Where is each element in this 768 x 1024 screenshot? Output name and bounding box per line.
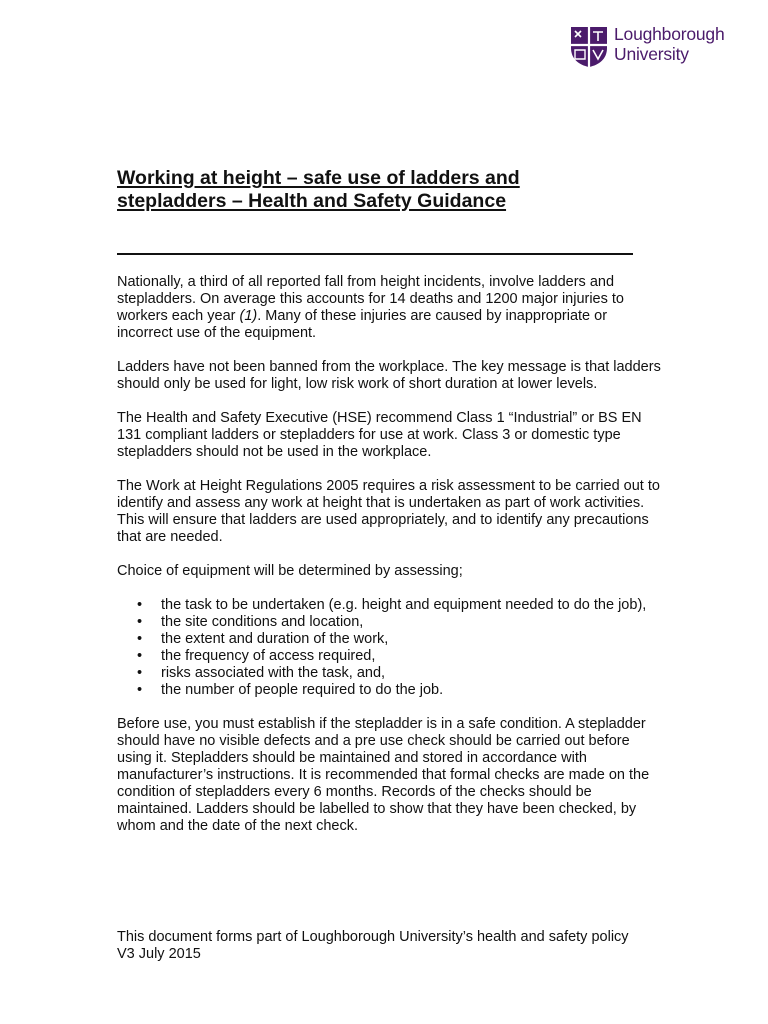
title-divider	[117, 253, 633, 255]
paragraph-choice-intro: Choice of equipment will be determined by assessing;	[117, 563, 463, 579]
paragraph-regulations: The Work at Height Regulations 2005 requires a risk assessment to be carried out to identify and assess any work at height that is undertaken as part of work activities. This will ensure that ladders are used appropriately, and to identify any precautions that are needed.	[117, 478, 660, 545]
university-name	[614, 24, 725, 64]
footer-policy-note: This document forms part of Loughborough University’s health and safety policy	[117, 929, 629, 945]
list-item	[117, 665, 662, 682]
document-title	[117, 167, 677, 213]
list-item	[117, 682, 662, 699]
list-item-text: the extent and duration of the work,	[161, 631, 389, 647]
logo-line-1: Loughborough	[614, 24, 725, 44]
bullet-icon: •	[137, 614, 143, 630]
list-item	[117, 597, 662, 614]
list-item-text: the frequency of access required,	[161, 648, 376, 664]
paragraph-pre-use-checks: Before use, you must establish if the stepladder is in a safe condition. A stepladder should have no visible defects and a pre use check should be carried out before using it. Stepladders should be maintained and stored in accordance with manufacturer’s instructions. It is recommended that formal checks are made on the condition of stepladders every 6 months. Records of the checks should be maintained. Ladders should be labelled to show that they have been checked, by whom and the date of the next check.	[117, 716, 650, 834]
reference-marker: (1)	[239, 308, 258, 324]
bullet-icon: •	[137, 648, 143, 664]
list-item-text: the number of people required to do the job.	[161, 682, 444, 698]
bullet-icon: •	[137, 597, 143, 613]
list-item	[117, 648, 662, 665]
title-line-1: Working at height – safe use of ladders and	[117, 167, 520, 189]
document-footer	[117, 929, 637, 963]
list-item-text: risks associated with the task, and,	[161, 665, 386, 681]
list-item-text: the task to be undertaken (e.g. height and equipment needed to do the job),	[161, 597, 647, 613]
list-item	[117, 631, 662, 648]
bullet-icon: •	[137, 682, 143, 698]
paragraph-hse-recommendation: The Health and Safety Executive (HSE) recommend Class 1 “Industrial” or BS EN 131 compliant ladders or stepladders for use at work. Class 3 or domestic type stepladders should not be used in the workplace.	[117, 410, 642, 460]
list-item	[117, 614, 662, 631]
logo-line-2: University	[614, 44, 689, 64]
title-line-2: stepladders – Health and Safety Guidance	[117, 190, 507, 212]
university-crest-icon	[570, 26, 608, 68]
university-logo	[570, 24, 750, 68]
footer-version: V3 July 2015	[117, 946, 201, 962]
paragraph-statistics	[117, 274, 662, 342]
document-body	[117, 274, 662, 852]
paragraph-statistics-text-b: . Many of these injuries are caused by inappropriate or incorrect use of the equipment.	[117, 308, 608, 341]
paragraph-statistics-text-a: Nationally, a third of all reported fall from height incidents, involve ladders and stepladders. On average this accounts for 14 deaths and 1200 major injuries to workers each year	[117, 274, 624, 324]
paragraph-key-message: Ladders have not been banned from the workplace. The key message is that ladders should only be used for light, low risk work of short duration at lower levels.	[117, 359, 661, 392]
bullet-icon: •	[137, 665, 143, 681]
assessment-list	[117, 597, 662, 699]
list-item-text: the site conditions and location,	[161, 614, 364, 630]
bullet-icon: •	[137, 631, 143, 647]
